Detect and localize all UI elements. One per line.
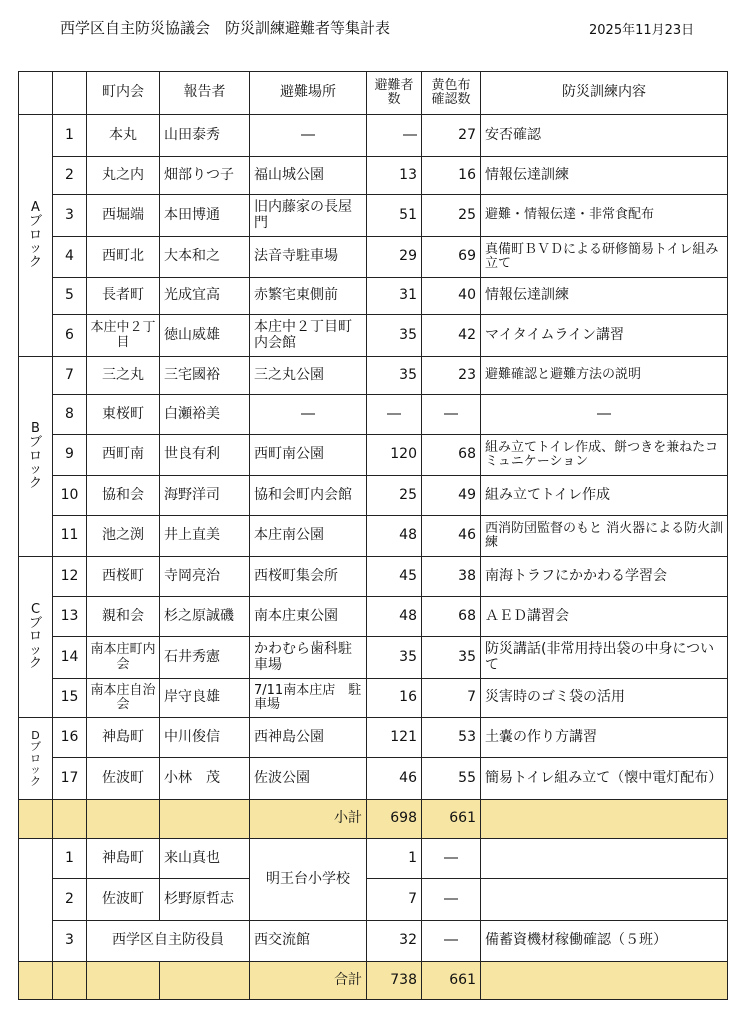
table-row [19, 157, 728, 195]
header-row [19, 72, 728, 115]
row-place: 法音寺駐車場 [250, 237, 367, 278]
row-evacuees: 16 [367, 679, 422, 718]
row-no: 16 [53, 718, 87, 758]
total-blank [53, 962, 87, 1000]
row-town: 南本庄町内会 [87, 637, 160, 679]
row-content: 避難確認と避難方法の説明 [481, 357, 728, 395]
row-content: 防災講話(非常用持出袋の中身について [481, 637, 728, 679]
row-cloth: 49 [422, 476, 481, 516]
row-no: 2 [53, 157, 87, 195]
row-town: 神島町 [87, 718, 160, 758]
row-cloth: 23 [422, 357, 481, 395]
row-content: 真備町ＢＶＤによる研修簡易トイレ組み立て [481, 237, 728, 278]
row-reporter: 杉野原哲志 [160, 879, 250, 921]
row-no: 12 [53, 557, 87, 597]
row-reporter: 石井秀憲 [160, 637, 250, 679]
row-content: 西消防団監督のもと 消火器による防火訓練 [481, 516, 728, 557]
block-a-label: A ブ ロ ッ ク [19, 115, 53, 357]
row-no: 10 [53, 476, 87, 516]
subtotal-row [19, 800, 728, 839]
table-row [19, 921, 728, 962]
row-no: 8 [53, 395, 87, 435]
row-place: 7/11南本庄店 駐車場 [250, 679, 367, 718]
table-row [19, 718, 728, 758]
total-blank [87, 962, 160, 1000]
row-evacuees: 1 [367, 839, 422, 879]
row-place: 南本庄東公園 [250, 597, 367, 637]
row-evacuees: 45 [367, 557, 422, 597]
table-row [19, 637, 728, 679]
row-no: 3 [53, 921, 87, 962]
row-town: 佐波町 [87, 879, 160, 921]
total-label: 合計 [250, 962, 367, 1000]
row-evacuees: 7 [367, 879, 422, 921]
row-evacuees: 35 [367, 357, 422, 395]
row-reporter: 山田泰秀 [160, 115, 250, 157]
total-cloth: 661 [422, 962, 481, 1000]
row-cloth: 38 [422, 557, 481, 597]
report-date: 2025年11月23日 [589, 23, 695, 38]
row-town: 協和会 [87, 476, 160, 516]
header-content: 防災訓練内容 [481, 72, 728, 115]
row-town: 南本庄自治会 [87, 679, 160, 718]
subtotal-evacuees: 698 [367, 800, 422, 839]
row-cloth: 7 [422, 679, 481, 718]
total-evacuees: 738 [367, 962, 422, 1000]
row-town: 佐波町 [87, 758, 160, 800]
evacuee-summary-table [18, 71, 728, 1000]
extra-blank [19, 839, 53, 962]
row-no: 13 [53, 597, 87, 637]
table-row [19, 115, 728, 157]
row-content: 備蓄資機材稼働確認（５班） [481, 921, 728, 962]
row-place: 本庄中２丁目町内会館 [250, 315, 367, 357]
row-reporter: 岸守良雄 [160, 679, 250, 718]
subtotal-blank [87, 800, 160, 839]
row-cloth: 53 [422, 718, 481, 758]
row-content [481, 839, 728, 879]
row-content: 組み立てトイレ作成 [481, 476, 728, 516]
table-row [19, 758, 728, 800]
row-place: かわむら歯科駐車場 [250, 637, 367, 679]
row-town: 西堀端 [87, 195, 160, 237]
row-evacuees: 31 [367, 278, 422, 315]
row-place: 赤繁宅東側前 [250, 278, 367, 315]
row-place: 協和会町内会館 [250, 476, 367, 516]
row-reporter: 光成宜高 [160, 278, 250, 315]
row-reporter: 寺岡亮治 [160, 557, 250, 597]
row-content: 南海トラフにかかわる学習会 [481, 557, 728, 597]
school-place: 明王台小学校 [250, 839, 367, 921]
row-no: 5 [53, 278, 87, 315]
row-no: 6 [53, 315, 87, 357]
row-reporter: 来山真也 [160, 839, 250, 879]
row-town: 丸之内 [87, 157, 160, 195]
row-no: 4 [53, 237, 87, 278]
row-reporter: 畑部りつ子 [160, 157, 250, 195]
subtotal-blank [53, 800, 87, 839]
header-reporter: 報告者 [160, 72, 250, 115]
row-reporter: 小林 茂 [160, 758, 250, 800]
row-reporter: 中川俊信 [160, 718, 250, 758]
row-evacuees: 121 [367, 718, 422, 758]
row-town: 本丸 [87, 115, 160, 157]
row-content: ＡＥＤ講習会 [481, 597, 728, 637]
row-place: 福山城公園 [250, 157, 367, 195]
row-reporter: 大本和之 [160, 237, 250, 278]
row-cloth: 40 [422, 278, 481, 315]
page-title: 西学区自主防災協議会 防災訓練避難者等集計表 [60, 19, 391, 37]
row-org: 西学区自主防役員 [87, 921, 250, 962]
subtotal-label: 小計 [250, 800, 367, 839]
row-evacuees: 120 [367, 435, 422, 476]
row-evacuees: 51 [367, 195, 422, 237]
row-cloth: ― [422, 879, 481, 921]
row-town: 東桜町 [87, 395, 160, 435]
row-no: 9 [53, 435, 87, 476]
header-place: 避難場所 [250, 72, 367, 115]
table-row [19, 278, 728, 315]
row-reporter: 徳山威雄 [160, 315, 250, 357]
row-town: 池之渕 [87, 516, 160, 557]
row-reporter: 海野洋司 [160, 476, 250, 516]
table-row [19, 597, 728, 637]
row-content: マイタイムライン講習 [481, 315, 728, 357]
row-content: 土嚢の作り方講習 [481, 718, 728, 758]
subtotal-blank [19, 800, 53, 839]
header-cloth: 黄色布 確認数 [422, 72, 481, 115]
row-evacuees: 13 [367, 157, 422, 195]
header-evacuees: 避難者 数 [367, 72, 422, 115]
total-blank [481, 962, 728, 1000]
row-cloth: ― [422, 839, 481, 879]
row-no: 15 [53, 679, 87, 718]
row-cloth: 35 [422, 637, 481, 679]
block-c-label: C ブ ロ ッ ク [19, 557, 53, 718]
row-reporter: 杉之原誠磯 [160, 597, 250, 637]
row-cloth: ― [422, 395, 481, 435]
row-reporter: 白瀬裕美 [160, 395, 250, 435]
row-cloth: 25 [422, 195, 481, 237]
row-town: 親和会 [87, 597, 160, 637]
row-evacuees: 32 [367, 921, 422, 962]
row-place: 西神島公園 [250, 718, 367, 758]
table-row [19, 395, 728, 435]
row-evacuees: 35 [367, 637, 422, 679]
total-blank [160, 962, 250, 1000]
row-town: 三之丸 [87, 357, 160, 395]
row-cloth: 42 [422, 315, 481, 357]
row-place: 三之丸公園 [250, 357, 367, 395]
table-row [19, 315, 728, 357]
row-reporter: 世良有利 [160, 435, 250, 476]
row-evacuees: ― [367, 115, 422, 157]
row-content: 災害時のゴミ袋の活用 [481, 679, 728, 718]
row-evacuees: 25 [367, 476, 422, 516]
table-row [19, 357, 728, 395]
subtotal-blank [160, 800, 250, 839]
row-place: 西町南公園 [250, 435, 367, 476]
table-row [19, 476, 728, 516]
row-no: 1 [53, 839, 87, 879]
row-place: 旧内藤家の長屋門 [250, 195, 367, 237]
row-cloth: 68 [422, 597, 481, 637]
row-content: 安否確認 [481, 115, 728, 157]
row-town: 長者町 [87, 278, 160, 315]
row-cloth: 69 [422, 237, 481, 278]
row-place: ― [250, 115, 367, 157]
subtotal-cloth: 661 [422, 800, 481, 839]
subtotal-blank [481, 800, 728, 839]
row-evacuees: 46 [367, 758, 422, 800]
row-no: 1 [53, 115, 87, 157]
row-cloth: 16 [422, 157, 481, 195]
block-d-label: D ブ ロ ッ ク [19, 718, 53, 800]
row-town: 西桜町 [87, 557, 160, 597]
table-row [19, 679, 728, 718]
total-blank [19, 962, 53, 1000]
row-place: ― [250, 395, 367, 435]
row-cloth: 46 [422, 516, 481, 557]
table-row [19, 435, 728, 476]
row-place: 西交流館 [250, 921, 367, 962]
row-town: 西町北 [87, 237, 160, 278]
table-row [19, 839, 728, 879]
row-town: 本庄中２丁目 [87, 315, 160, 357]
row-evacuees: ― [367, 395, 422, 435]
row-no: 11 [53, 516, 87, 557]
row-content: 情報伝達訓練 [481, 278, 728, 315]
row-town: 神島町 [87, 839, 160, 879]
row-evacuees: 29 [367, 237, 422, 278]
row-reporter: 本田博通 [160, 195, 250, 237]
total-row [19, 962, 728, 1000]
row-no: 14 [53, 637, 87, 679]
row-reporter: 井上直美 [160, 516, 250, 557]
row-place: 佐波公園 [250, 758, 367, 800]
row-content [481, 879, 728, 921]
table-row [19, 516, 728, 557]
table-row [19, 195, 728, 237]
header-no [53, 72, 87, 115]
table-row [19, 237, 728, 278]
row-no: 7 [53, 357, 87, 395]
table-row [19, 879, 728, 921]
row-cloth: 27 [422, 115, 481, 157]
block-b-label: B ブ ロ ッ ク [19, 357, 53, 557]
table-row [19, 557, 728, 597]
row-content: 避難・情報伝達・非常食配布 [481, 195, 728, 237]
row-no: 2 [53, 879, 87, 921]
row-content: ― [481, 395, 728, 435]
header-blank [19, 72, 53, 115]
row-content: 組み立てトイレ作成、餅つきを兼ねたコミュニケーション [481, 435, 728, 476]
row-town: 西町南 [87, 435, 160, 476]
row-reporter: 三宅國裕 [160, 357, 250, 395]
row-place: 本庄南公園 [250, 516, 367, 557]
row-cloth: 68 [422, 435, 481, 476]
row-no: 17 [53, 758, 87, 800]
row-evacuees: 48 [367, 597, 422, 637]
row-content: 情報伝達訓練 [481, 157, 728, 195]
row-evacuees: 35 [367, 315, 422, 357]
row-place: 西桜町集会所 [250, 557, 367, 597]
row-content: 簡易トイレ組み立て（懐中電灯配布） [481, 758, 728, 800]
row-cloth: ― [422, 921, 481, 962]
row-evacuees: 48 [367, 516, 422, 557]
row-cloth: 55 [422, 758, 481, 800]
row-no: 3 [53, 195, 87, 237]
header-town: 町内会 [87, 72, 160, 115]
